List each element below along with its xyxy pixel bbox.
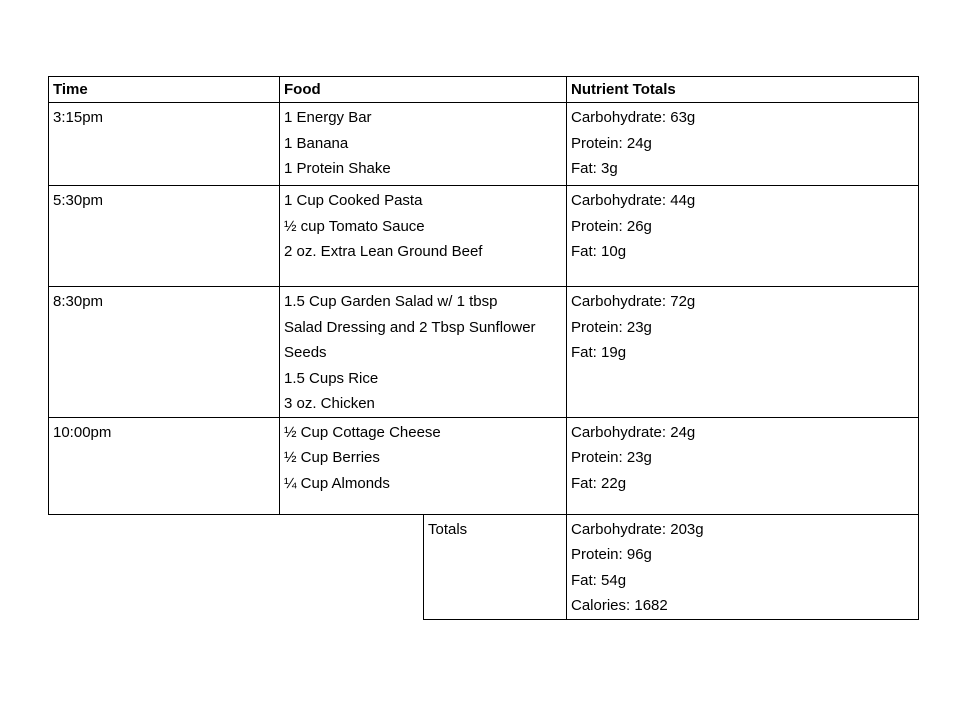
meal-food xyxy=(280,186,567,287)
nutrient-value: Fat: 22g xyxy=(571,474,627,492)
meal-nutrients xyxy=(567,417,919,514)
meal-time: 5:30pm xyxy=(49,186,280,287)
nutrient-value: Fat: 10g xyxy=(571,243,627,260)
nutrient-value: Carbohydrate: 44g xyxy=(571,192,696,209)
totals-row xyxy=(49,514,919,619)
empty-cell xyxy=(49,514,424,619)
meal-nutrients xyxy=(567,287,919,418)
table-row xyxy=(49,287,919,418)
food-item: 1 Banana xyxy=(284,134,349,152)
food-item: Salad Dressing and 2 Tbsp Sunflower xyxy=(284,318,536,336)
food-item: 2 oz. Extra Lean Ground Beef xyxy=(284,243,483,260)
food-item: 3 oz. Chicken xyxy=(284,395,375,412)
food-item: 1 Cup Cooked Pasta xyxy=(284,192,423,209)
food-item: Seeds xyxy=(284,344,327,361)
food-item: 1.5 Cups Rice xyxy=(284,369,379,387)
food-item: ½ cup Tomato Sauce xyxy=(284,217,425,235)
header-food: Food xyxy=(280,77,567,103)
table-header-row xyxy=(49,77,919,103)
meal-food xyxy=(280,103,567,186)
header-time: Time xyxy=(49,77,280,103)
meal-time: 10:00pm xyxy=(49,417,280,514)
nutrient-value: Carbohydrate: 24g xyxy=(571,423,696,441)
food-item: 1 Protein Shake xyxy=(284,160,391,177)
nutrient-value: Fat: 19g xyxy=(571,344,627,361)
total-value: Calories: 1682 xyxy=(571,597,668,614)
meal-food xyxy=(280,417,567,514)
food-item: ¼ Cup Almonds xyxy=(284,474,390,492)
nutrient-value: Protein: 24g xyxy=(571,134,652,152)
total-value: Protein: 96g xyxy=(571,546,652,563)
nutrient-value: Protein: 23g xyxy=(571,449,652,466)
header-nutrient-totals: Nutrient Totals xyxy=(567,77,919,103)
nutrition-table xyxy=(48,76,919,620)
table-row xyxy=(49,103,919,186)
food-item: ½ Cup Cottage Cheese xyxy=(284,423,441,441)
food-item: 1 Energy Bar xyxy=(284,109,372,126)
table-row xyxy=(49,417,919,514)
nutrient-value: Carbohydrate: 63g xyxy=(571,109,696,126)
meal-time: 8:30pm xyxy=(49,287,280,418)
meal-nutrients xyxy=(567,186,919,287)
total-value: Carbohydrate: 203g xyxy=(571,520,704,538)
nutrient-value: Protein: 26g xyxy=(571,217,652,235)
nutrient-value: Carbohydrate: 72g xyxy=(571,293,696,310)
totals-values xyxy=(567,514,919,619)
nutrient-value: Fat: 3g xyxy=(571,160,618,177)
total-value: Fat: 54g xyxy=(571,571,627,589)
meal-nutrients xyxy=(567,103,919,186)
table-row xyxy=(49,186,919,287)
meal-food xyxy=(280,287,567,418)
nutrient-value: Protein: 23g xyxy=(571,318,652,336)
food-item: 1.5 Cup Garden Salad w/ 1 tbsp xyxy=(284,293,498,310)
food-item: ½ Cup Berries xyxy=(284,449,380,466)
meal-time: 3:15pm xyxy=(49,103,280,186)
totals-label: Totals xyxy=(424,514,567,619)
